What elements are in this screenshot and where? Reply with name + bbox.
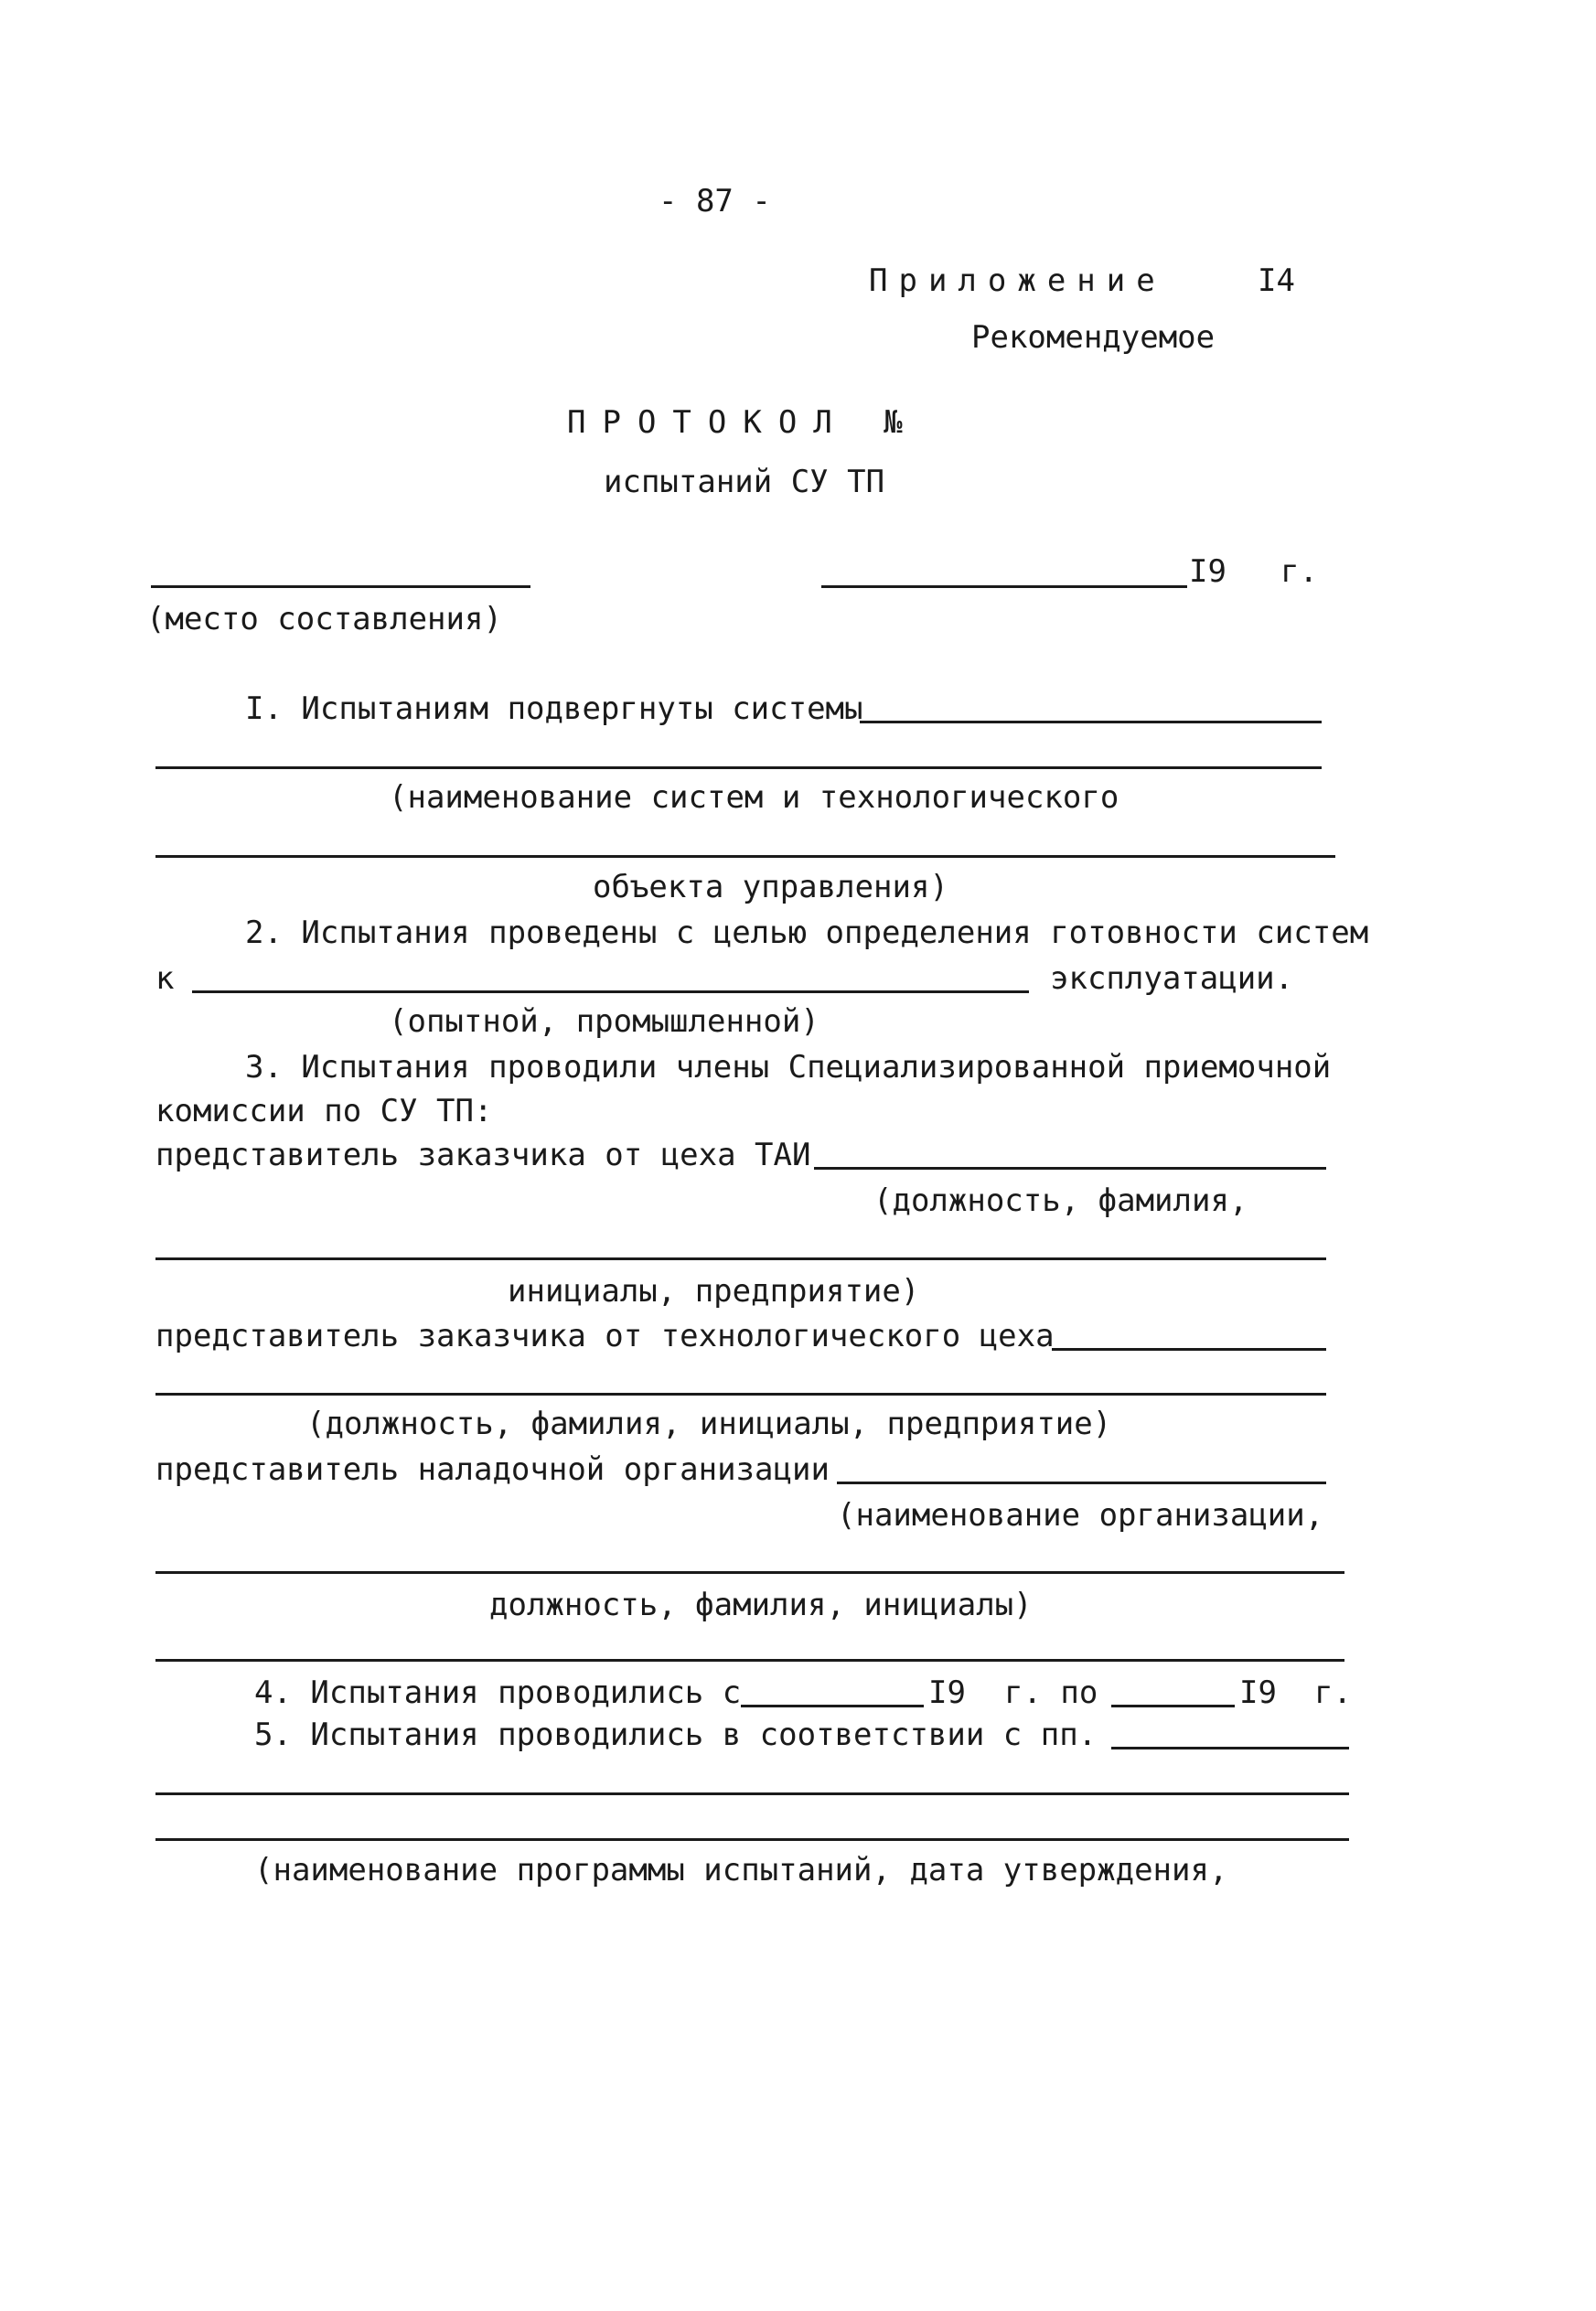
- rep3-line2: [155, 1571, 1344, 1574]
- rep3-caption1: (наименование организации,: [837, 1497, 1324, 1534]
- item2-prefix: к: [155, 960, 175, 997]
- protocol-subtitle: испытаний СУ ТП: [604, 464, 885, 500]
- rep1-field: [814, 1167, 1326, 1170]
- item4-text: 4. Испытания проводились с: [254, 1674, 742, 1711]
- date-line: [821, 585, 1187, 588]
- rep1-line2: [155, 1257, 1326, 1260]
- item1-field: [860, 721, 1322, 723]
- place-caption: (место составления): [146, 601, 502, 637]
- item5-field: [1111, 1747, 1349, 1749]
- page-number: - 87 -: [659, 183, 771, 219]
- item1-caption1: (наименование систем и технологического: [389, 779, 1119, 816]
- appendix-status: Рекомендуемое: [971, 319, 1216, 356]
- appendix-number: I4: [1258, 262, 1295, 299]
- rep2-caption: (должность, фамилия, инициалы, предприятие): [306, 1406, 1112, 1442]
- item1-caption2: объекта управления): [593, 869, 948, 905]
- item1-text: I. Испытаниям подвергнуты системы: [245, 690, 863, 727]
- item5-line2: [155, 1792, 1349, 1795]
- rep2-text: представитель заказчика от технологического цеха: [155, 1318, 1055, 1354]
- rep3-text: представитель наладочной организации: [155, 1451, 830, 1488]
- item5-text: 5. Испытания проводились в соответствии с пп.: [254, 1717, 1098, 1753]
- item3-line1: 3. Испытания проводили члены Специализированной приемочной: [245, 1049, 1332, 1086]
- item1-line3: [155, 855, 1335, 858]
- rep3-caption2: должность, фамилия, инициалы): [489, 1587, 1033, 1623]
- protocol-title: ПРОТОКОЛ №: [567, 404, 919, 441]
- rep1-caption2: инициалы, предприятие): [508, 1273, 920, 1310]
- item1-line2: [155, 766, 1322, 769]
- item2-suffix: эксплуатации.: [1050, 960, 1294, 997]
- item3-line2: комиссии по СУ ТП:: [155, 1093, 493, 1129]
- final-caption: (наименование программы испытаний, дата утверждения,: [254, 1852, 1228, 1888]
- item4-year2: I9: [1239, 1674, 1277, 1711]
- rep1-caption1: (должность, фамилия,: [873, 1182, 1248, 1219]
- date-year: I9: [1189, 553, 1226, 590]
- item5-line3: [155, 1838, 1349, 1841]
- item2-caption: (опытной, промышленной): [389, 1003, 819, 1040]
- item4-from-field: [741, 1705, 924, 1707]
- item2-text: 2. Испытания проведены с целью определения готовности систем: [245, 915, 1369, 951]
- item4-year1: I9: [928, 1674, 966, 1711]
- item4-to-field: [1111, 1705, 1235, 1707]
- date-suffix: г.: [1280, 553, 1318, 590]
- item4-mid: г. по: [1004, 1674, 1098, 1711]
- item2-field: [192, 990, 1029, 993]
- place-line: [151, 585, 530, 588]
- rep3-line3: [155, 1659, 1344, 1662]
- rep3-field: [837, 1482, 1326, 1484]
- rep1-text: представитель заказчика от цеха ТАИ: [155, 1137, 811, 1173]
- rep2-line2: [155, 1393, 1326, 1396]
- appendix-label: Приложение: [869, 262, 1166, 299]
- item4-end: г.: [1314, 1674, 1352, 1711]
- rep2-field: [1052, 1348, 1326, 1351]
